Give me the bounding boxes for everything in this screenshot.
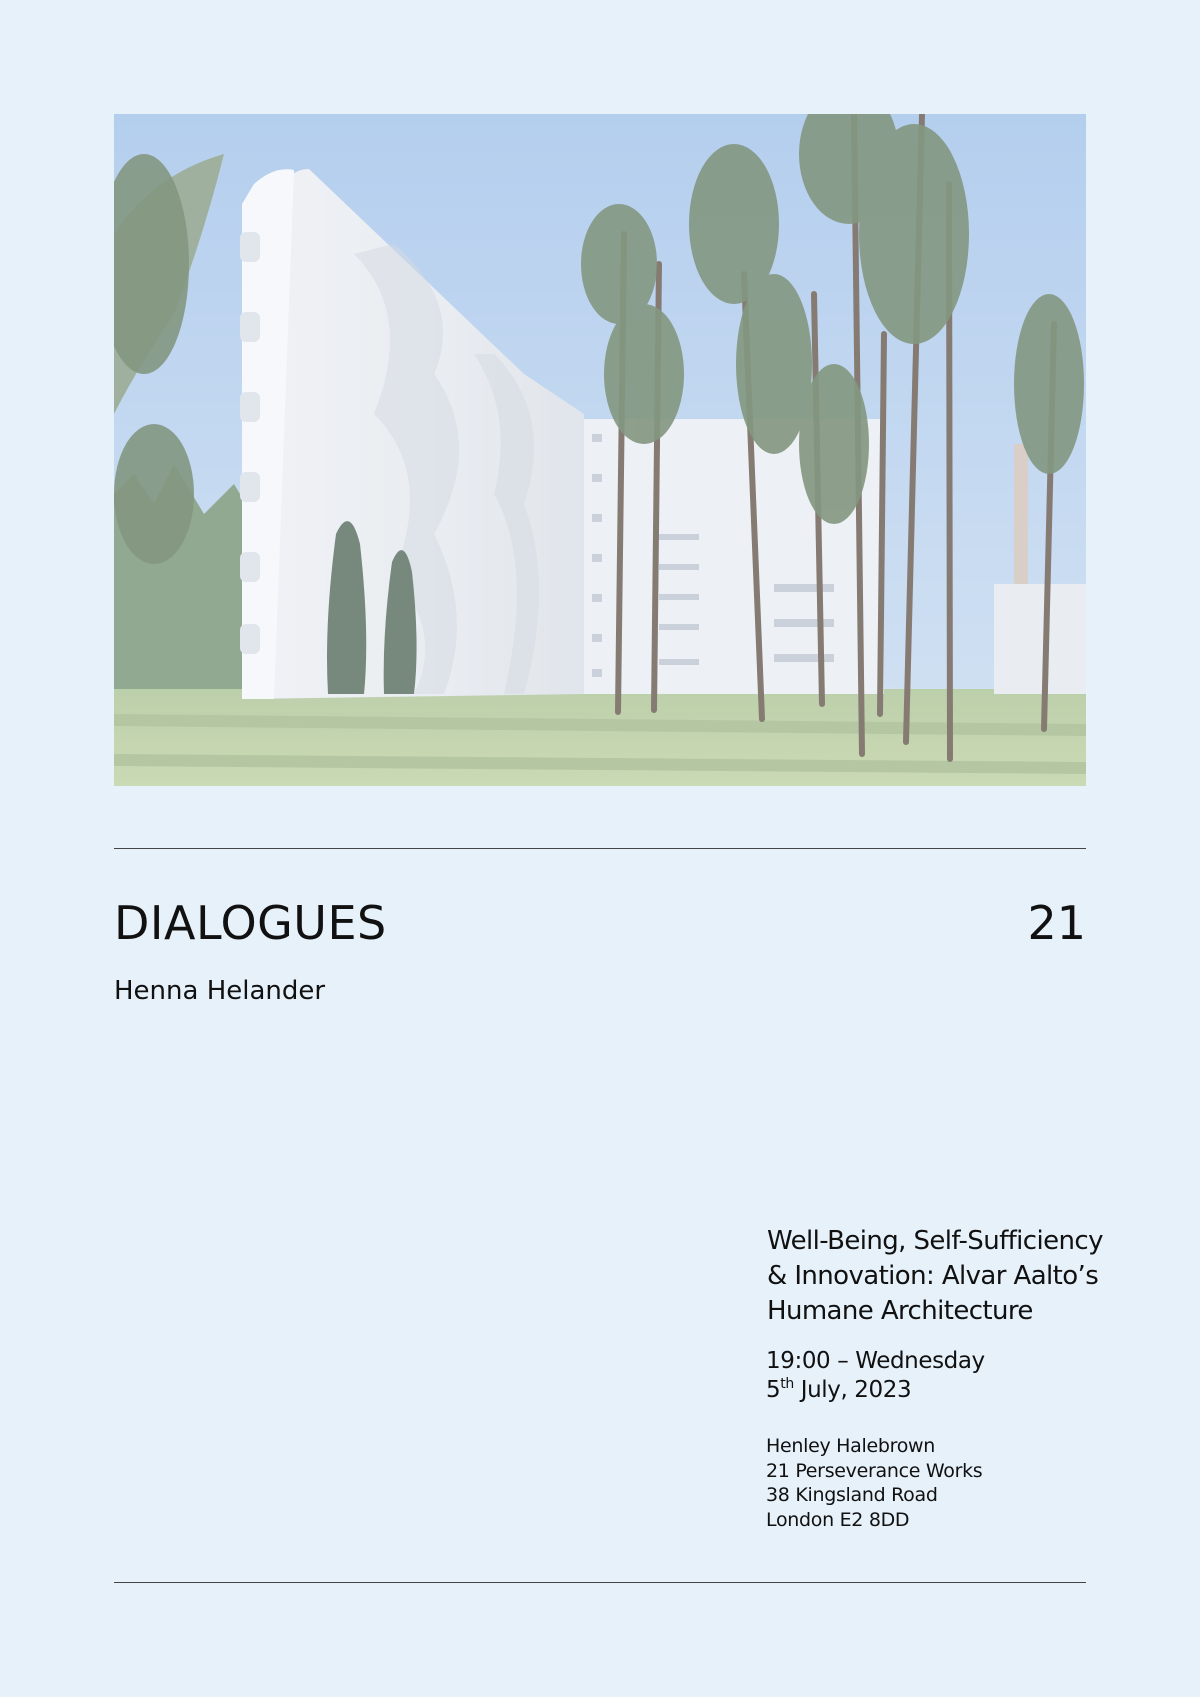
talk-title-line: Humane Architecture: [767, 1296, 1033, 1326]
issue-number: 21: [1027, 896, 1086, 950]
series-title: DIALOGUES: [114, 896, 387, 950]
building-and-pines-image: [114, 114, 1086, 786]
address-line: 21 Perseverance Works: [766, 1459, 983, 1482]
header-photo-sanatorium: [114, 114, 1086, 786]
event-datetime: [766, 1347, 985, 1405]
talk-title: [767, 1224, 1102, 1329]
event-date-day: 5: [766, 1377, 781, 1403]
event-time: 19:00 – Wednesday: [766, 1348, 985, 1374]
event-date: [766, 1376, 985, 1405]
talk-title-line: Well-Being, Self-Sufficiency: [767, 1226, 1103, 1256]
venue-address: [766, 1434, 982, 1532]
talk-title-line: & Innovation: Alvar Aalto’s: [767, 1261, 1099, 1291]
speaker-name: Henna Helander: [114, 976, 326, 1006]
address-line: London E2 8DD: [766, 1508, 910, 1531]
bottom-divider: [114, 1582, 1086, 1583]
address-line: Henley Halebrown: [766, 1435, 936, 1457]
event-date-rest: July, 2023: [793, 1377, 912, 1403]
top-divider: [114, 848, 1086, 849]
address-line: 38 Kingsland Road: [766, 1484, 938, 1506]
event-date-suffix: th: [780, 1376, 794, 1392]
